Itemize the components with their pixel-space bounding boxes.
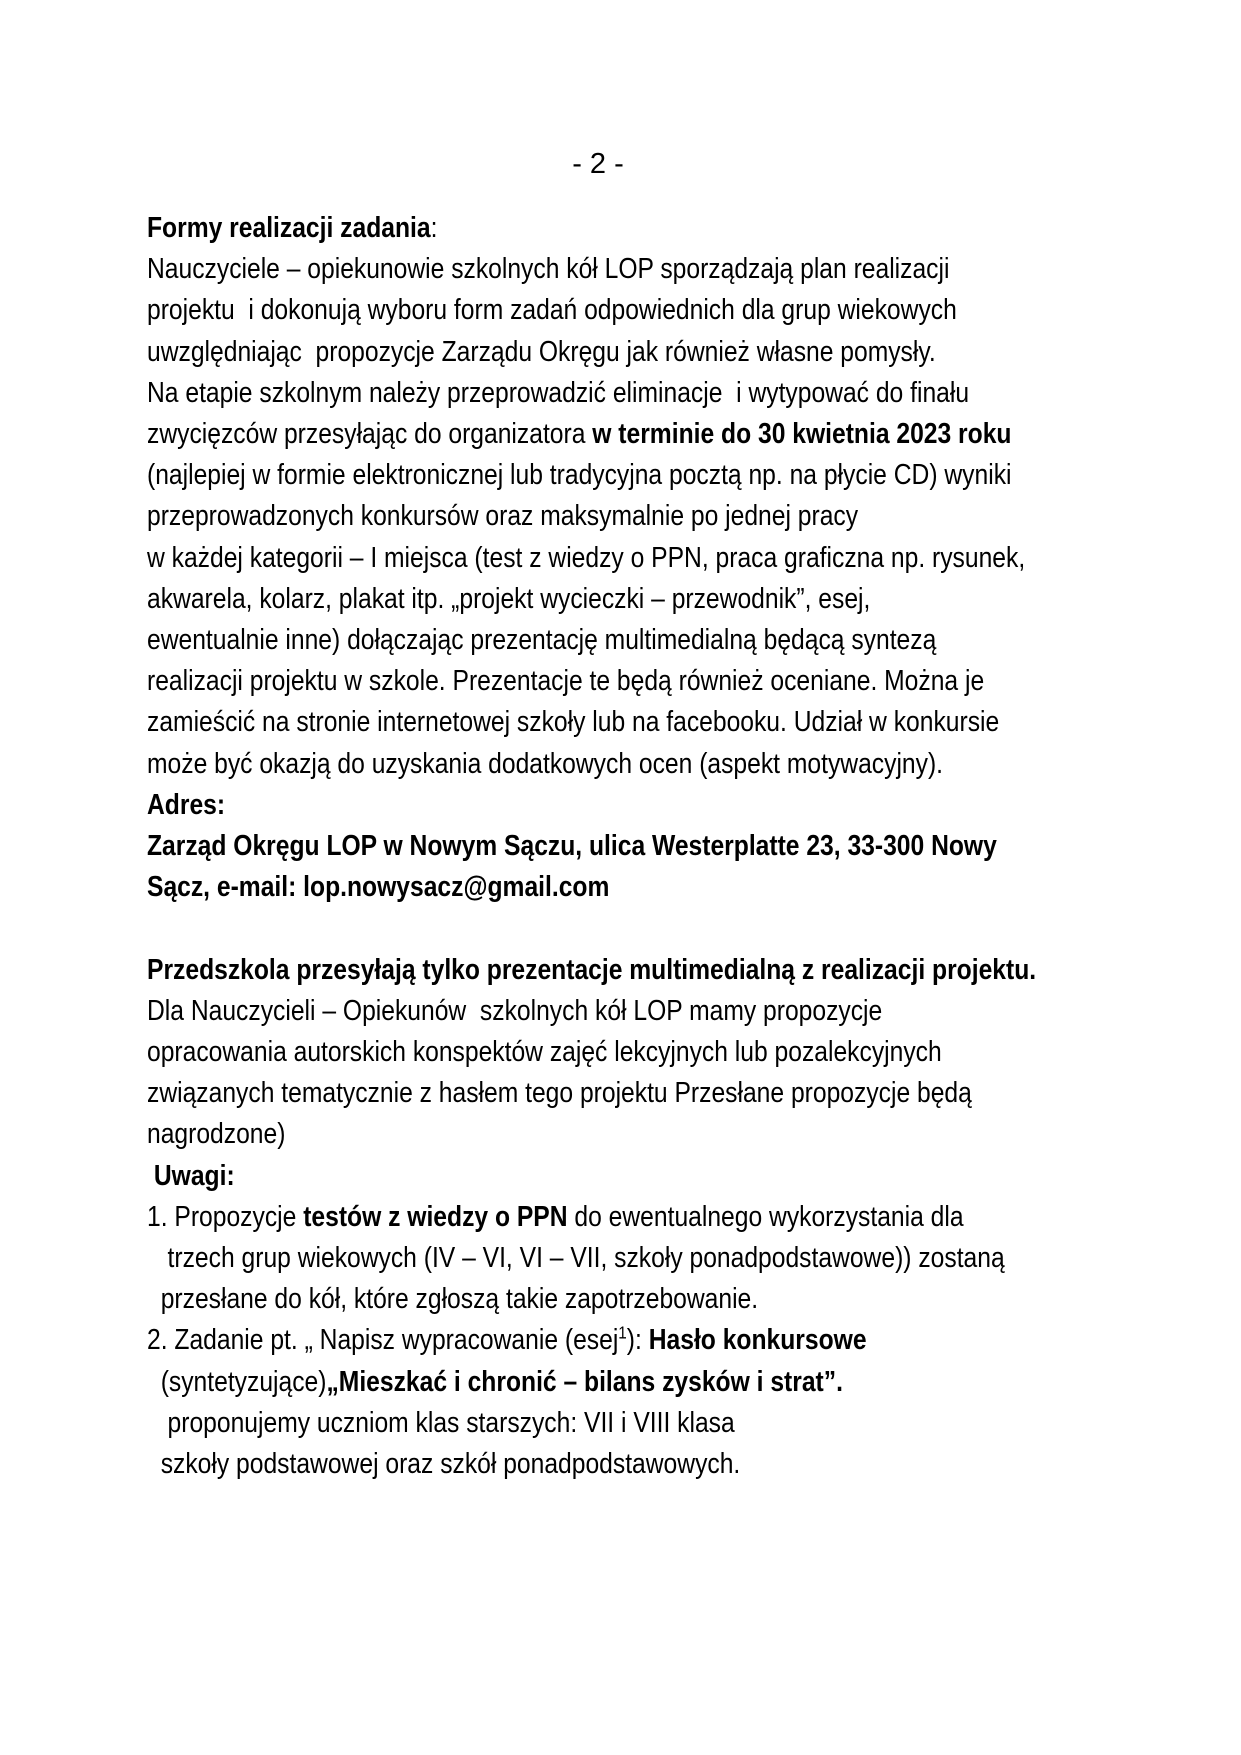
text-line xyxy=(147,744,1077,785)
text-line xyxy=(147,1114,1077,1155)
text-line xyxy=(147,496,1077,537)
text-line xyxy=(147,702,1077,743)
text-run: 2. Zadanie pt. „ Napisz wypracowanie (esej xyxy=(147,1324,619,1357)
text-run-bold: Adres: xyxy=(147,788,226,821)
text-run-bold: w terminie do 30 kwietnia 2023 roku xyxy=(592,418,1012,451)
text-run: ewentualnie inne) dołączając prezentację multimedialną będącą syntezą xyxy=(147,624,937,657)
text-run: ): xyxy=(626,1324,649,1357)
text-run: proponujemy uczniom klas starszych: VII i VIII klasa xyxy=(147,1406,735,1439)
text-run: do ewentualnego wykorzystania dla xyxy=(567,1200,964,1233)
text-line xyxy=(147,1238,1077,1279)
text-line xyxy=(147,1279,1077,1320)
text-run: związanych tematycznie z hasłem tego projektu Przesłane propozycje będą xyxy=(147,1077,972,1110)
text-line xyxy=(147,785,1077,826)
page-number: - 2 - xyxy=(572,148,624,180)
text-line xyxy=(147,538,1077,579)
text-line xyxy=(147,950,1077,991)
text-run: : xyxy=(430,212,438,244)
text-run: przesłane do kół, które zgłoszą takie zapotrzebowanie. xyxy=(147,1283,759,1316)
text-line xyxy=(147,579,1077,620)
text-line xyxy=(147,1032,1077,1073)
text-line xyxy=(147,826,1077,867)
text-line xyxy=(147,1320,1077,1361)
text-run: uwzględniając propozycje Zarządu Okręgu jak również własne pomysły. xyxy=(147,335,936,368)
text-run-bold: Sącz, e-mail: lop.nowysacz@gmail.com xyxy=(147,871,610,904)
text-run: opracowania autorskich konspektów zajęć lekcyjnych lub pozalekcyjnych xyxy=(147,1036,942,1069)
text-run: akwarela, kolarz, plakat itp. „projekt wycieczki – przewodnik”, esej, xyxy=(147,582,871,615)
text-line xyxy=(147,414,1077,455)
text-run: Na etapie szkolnym należy przeprowadzić eliminacje i wytypować do finału xyxy=(147,376,970,409)
text-line xyxy=(147,290,1077,331)
text-run: 1 xyxy=(618,1322,627,1343)
text-line xyxy=(147,455,1077,496)
text-line xyxy=(147,1403,1077,1444)
text-run-bold: Formy realizacji zadania xyxy=(147,212,431,244)
text-run: zwycięzców przesyłając do organizatora xyxy=(147,418,593,451)
text-run: (syntetyzujące) xyxy=(147,1365,327,1398)
text-run: Nauczyciele – opiekunowie szkolnych kół LOP sporządzają plan realizacji xyxy=(147,253,950,286)
text-run-bold: „Mieszkać i chronić – bilans zysków i strat”. xyxy=(326,1365,843,1398)
text-line xyxy=(147,208,1077,249)
text-line xyxy=(147,1156,1077,1197)
text-line xyxy=(147,908,1077,949)
text-line xyxy=(147,1073,1077,1114)
document-body xyxy=(147,208,1241,1485)
text-run: trzech grup wiekowych (IV – VI, VI – VII, szkoły ponadpodstawowe)) zostaną xyxy=(147,1242,1005,1275)
text-run: przeprowadzonych konkursów oraz maksymalnie po jednej pracy xyxy=(147,500,859,533)
text-line xyxy=(147,373,1077,414)
text-run-bold: Hasło konkursowe xyxy=(648,1324,867,1357)
text-line xyxy=(147,249,1077,290)
text-run: projektu i dokonują wyboru form zadań odpowiednich dla grup wiekowych xyxy=(147,294,957,327)
text-line xyxy=(147,991,1077,1032)
text-run: realizacji projektu w szkole. Prezentacje te będą również oceniane. Można je xyxy=(147,665,985,698)
text-run: Dla Nauczycieli – Opiekunów szkolnych kół LOP mamy propozycje xyxy=(147,994,883,1027)
text-run: (najlepiej w formie elektronicznej lub tradycyjna pocztą np. na płycie CD) wyniki xyxy=(147,459,1012,492)
text-run-bold: Zarząd Okręgu LOP w Nowym Sączu, ulica Westerplatte 23, 33-300 Nowy xyxy=(147,830,997,863)
text-run: może być okazją do uzyskania dodatkowych ocen (aspekt motywacyjny). xyxy=(147,747,944,780)
text-line xyxy=(147,1197,1077,1238)
text-run: nagrodzone) xyxy=(147,1118,286,1151)
text-line xyxy=(147,620,1077,661)
text-run: szkoły podstawowej oraz szkół ponadpodstawowych. xyxy=(147,1448,741,1481)
text-line xyxy=(147,661,1077,702)
text-run: 1. Propozycje xyxy=(147,1200,304,1233)
text-run-bold: testów z wiedzy o PPN xyxy=(303,1200,568,1233)
text-line xyxy=(147,1444,1077,1485)
text-line xyxy=(147,867,1077,908)
text-run-bold: Uwagi: xyxy=(147,1159,235,1192)
text-run: w każdej kategorii – I miejsca (test z wiedzy o PPN, praca graficzna np. rysunek, xyxy=(147,541,1026,574)
text-run-bold: Przedszkola przesyłają tylko prezentacje multimedialną z realizacji projektu. xyxy=(147,953,1037,986)
text-line xyxy=(147,332,1077,373)
text-run: zamieścić na stronie internetowej szkoły lub na facebooku. Udział w konkursie xyxy=(147,706,1000,739)
text-line xyxy=(147,1362,1077,1403)
